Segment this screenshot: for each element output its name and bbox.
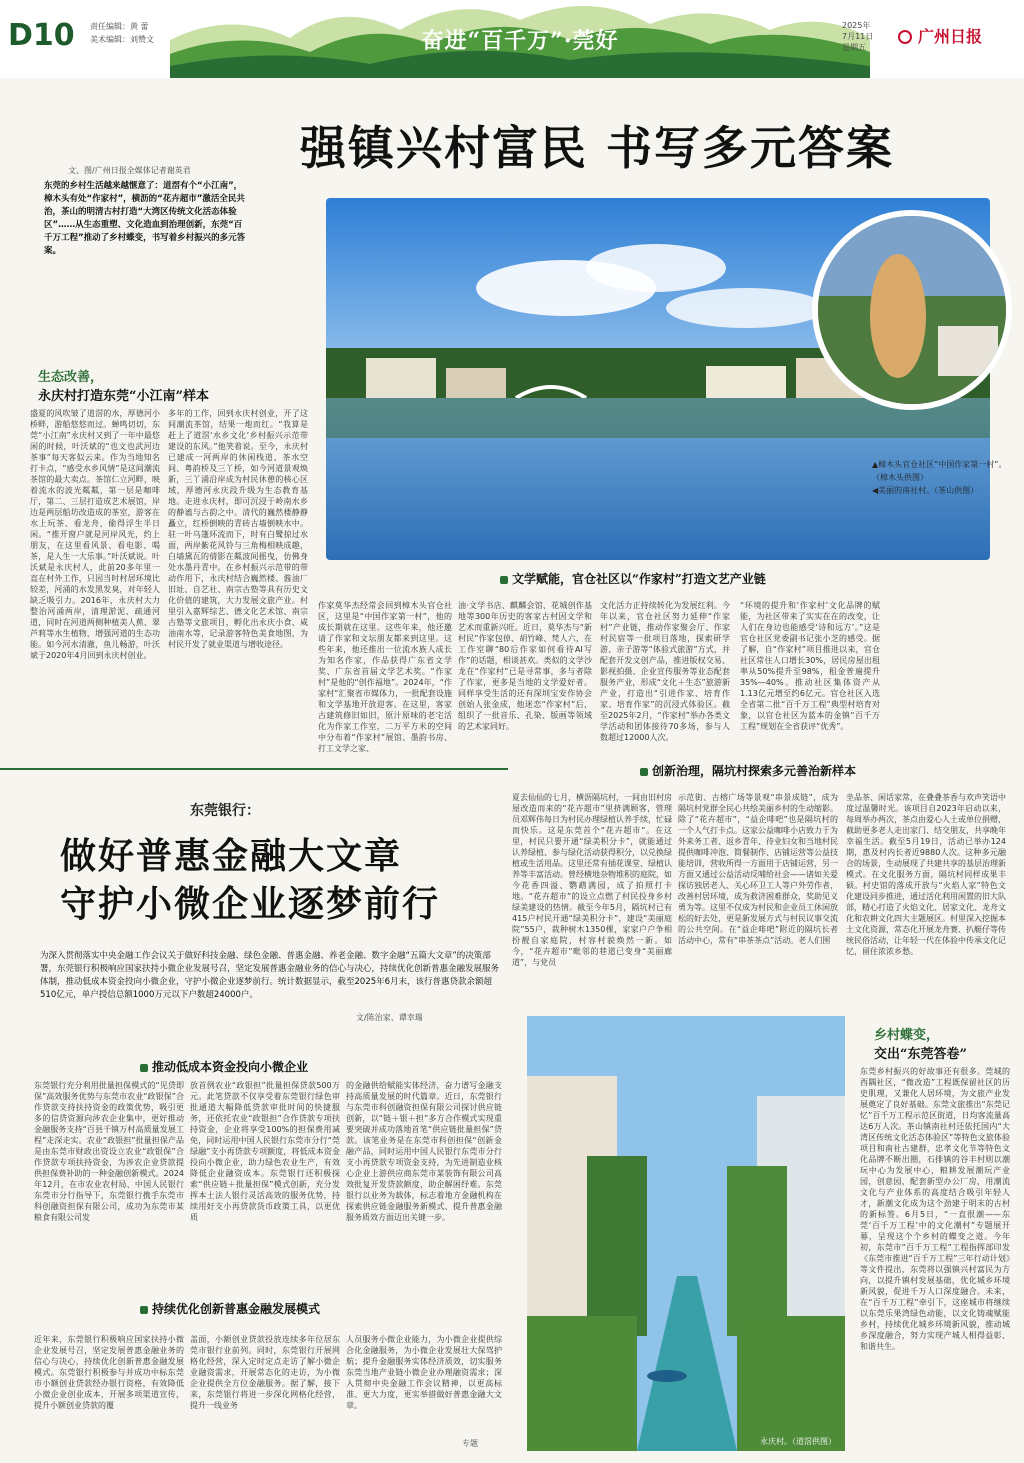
subhead-optimize-text: 持续优化创新普惠金融发展模式 xyxy=(152,1302,321,1316)
story-byline: 文、图/广州日报全媒体记者谢英君 xyxy=(68,166,191,175)
subhead-transformation-line2: 交出“东莞答卷” xyxy=(874,1047,967,1062)
bank-headline-1: 做好普惠金融大文章 xyxy=(60,835,403,877)
subhead-ecology-line2: 永庆村打造东莞“小江南”样本 xyxy=(38,389,209,404)
canal-photo xyxy=(527,1016,845,1451)
story-lede: 东莞的乡村生活越来越惬意了：道滘有个“小江南”，樟木头有处“作家村”，横沥的“花卉超市”激活全民共治，茶山的明清古村打造“大湾区传统文化活态体验区”……从生态重塑、文化造血到治理创新，东莞“百千万工程”推动了乡村蝶变，书写着乡村振兴的多元答案。 xyxy=(44,181,246,256)
subhead-transformation-line1: 乡村蝶变， xyxy=(874,1028,940,1043)
column-governance-3: 坐品茶、闲话家常，在叠叠茶香与欢声笑语中度过温馨时光。该项目自2023年启动以来，每周举办两次，茶点由爱心人士或单位捐赠，截助更多老人走出家门、结交朋友，共享晚年幸福生活。截至5月19日，活动已举办124期，惠及村内长者近9880人次。这种多元融合的场景，生动展现了共建共享的基层治理新模式。在文化服务方面，隔坑村同样成果丰硕。村史馆的落成开放与“火焰人家”特色文化建设同步推进，通过活化利用闲置的旧大队部，精心打造了火焰文化、居家文化、龙舟文化和农耕文化四大主题展区。村里深入挖掘本土文化资源，常态化开展龙舟赛、扒艇仔等传统民俗活动，让年轻一代在体验中传承文化记忆，留住浓浓乡愁。 xyxy=(846,793,1006,956)
art-editor-line: 美术编辑：刘赞文 xyxy=(90,35,154,44)
photo-captions xyxy=(872,458,1012,497)
subhead-governance xyxy=(640,762,940,779)
stone-monument-illustration xyxy=(818,216,1006,404)
column-writers-3: 文化活力正持续转化为发展红利。今年以来，官仓社区努力延伸“作家村”产业链，推动作家聚会厅、作家村民宿等一批项目落地，探索研学游、亲子游等“体验式旅游”方式，并配套开发文创产品，推进版权交易、影视拍摄、企业宣传服务等业态配套服务产业，形成“文化＋生态”旅游新产业，打造出“引进作家、培育作家、培育作家”的沉浸式体验区。截至2025年2月，“作家村”举办各类文学活动和团体接待70多场，参与人数超过12000人次。 xyxy=(600,601,730,742)
column-transformation: 东莞乡村振兴的好故事还有很多。莞城的西隅社区，“微改造”工程既保留社区的历史肌理，又兼化人居环境，为文旅产业发展奠定了良好基础。东莞文旅推出“东莞记忆”百千万工程示范区街道，日均客流量高达6万人次。茶山镇南社村还依托国内“大湾区传统文化活态体验区”等特色文旅体验项目和南社古建群，忠孝文化节等特色文化品牌不断出圈，石排镇的谷丰村则以潮玩中心为发展中心，粮耕发展潮玩产业园，创意园，配套新型办公厂房，用潮流文化与产业体系的高度结合吸引年轻人才，新潮文化成为这个劲建于明末的古村的新标签。6月5日，“一直很潮——东莞‘百千万工程’中的文化潮村”专题展开幕，呈现这个个乡村的蝶变之道。今年初，东莞市“百千万工程”工程指挥部印发《东莞市推进“百千万工程”三年行动计划》等文件提出，东莞将以强镇兴村富民为方向，以提升镇村发展基础，优化城乡环境新风貌，促进千万人口深度融合。未来，在“百千万工程”牵引下，这座城市将继续以东莞乐果湾绿色动能，以文化铸魂赋能乡村，持续优化城乡环境新风貌，推动城乡深度融合，努力实现产城人相得益彰、和谐共生。 xyxy=(860,1067,1010,1351)
stone-monument-photo xyxy=(812,210,1012,410)
bullet-icon xyxy=(140,1306,148,1314)
column-writers-2: 油·文学书店、麒麟会馆、花城创作基地等300年历史的客家古村因文学和艺术而重新兴旺。近日，莫华杰与“新村民”作家包倬、胡竹峰、梵人六，在工作室聊“80后作家如何看待AI写作”的话题，相谈甚欢。类似的文学沙龙在“作家村”已是寻常事，多与者除了作家，更多是当地的文学爱好者。同样享受生活的还有深圳宝安作协会创始人张金成，他迷恋“作家村”后，组织了一批音乐、孔染、版画等领域的艺术家同好。 xyxy=(458,601,592,731)
brand-logo-icon xyxy=(898,30,912,44)
canal-caption: 永庆村。（道滘供图） xyxy=(760,1437,836,1446)
bank-label: 东莞银行： xyxy=(190,803,260,819)
column-ecology-2: 多年的工作，回到永庆村创业，开了这间潮流茶馆，结果一炮而红。“我算是赶上了道滘‘水乡文化’乡村振兴示范带建设的东风。”他笑着说。至今，永庆村已建成一河两岸的休闲栈道、茶水空间、粤韵桥及三丫桥，如今河道景观焕新，三丫涌沿岸成为村民休憩的核心区域，厚德河永庆段升级为生态教育基地。走进永庆村，即可沉浸于岭南水乡的静谧与古韵之中。清代的巍然楼静静矗立，红桥倒映的青砖古墙倒映水中。驻一叶乌篷环流而下，时有白鹭掠过水面，两岸紫花风铃与三角梅相映成趣，白墙黛瓦的倩影在粼波间摇曳，仿佛身处水墨丹青中。在乡村振兴示范带的带动作用下，永庆村结合巍然楼、酱油厂旧址、自艺社、南宗古塾等具有历史文化价值的建筑，大力发展文旅产业。村里引入嘉辉综艺、德文化艺术馆、南宗古塾等文旅项目，孵化出永庆小食、咸油南水等，记录游客特色美食地图，为村民开发了就业渠道与增收途径。 xyxy=(168,409,308,649)
subhead-optimize-model xyxy=(140,1300,400,1317)
bank-column-3: 的金融供给赋能实体经济，奋力谱写金融支持高质量发展的时代篇章。近日，东莞银行与东莞市科创融资担保有限公司探讨供应链创新，以“链＋银＋担”多方合作模式实现重要突破并成功落地首笔“供应链批量担保”贷款。该笔业务是在东莞市科创担保“创新金融产品，同时运用中国人民银行东莞市分行支小再贷款专项资金支持，为先进制造业核心企业上游供应商东莞市某装饰有限公司高效批复开发贷款额度，助企解困纾难。东莞银行以业务为载体，标志着地方金融机构在探索供应链金融服务新模式、提升普惠金融服务质效方面迈出关键一步。 xyxy=(346,1081,502,1222)
page-number: D10 xyxy=(8,18,75,53)
issue-date xyxy=(842,20,902,53)
section-title: 奋进“百千万”·莞好 xyxy=(421,28,619,54)
bullet-icon xyxy=(140,1064,148,1072)
canal-illustration xyxy=(527,1016,845,1451)
editor-line: 责任编辑：黄 蕾 xyxy=(90,22,149,31)
subhead-low-cost-text: 推动低成本资金投向小微企业 xyxy=(152,1060,309,1074)
subhead-writers-village xyxy=(500,570,800,587)
date-weekday: 星期五 xyxy=(842,43,866,52)
brand-name: 广州日报 xyxy=(918,27,983,46)
date-day: 7月11日 xyxy=(842,32,874,41)
editor-credits xyxy=(90,20,170,46)
bank-column-4: 近年来，东莞银行积极响应国家扶持小微企业发展号召，坚定发展普惠金融业务的信心与决心，持续优化创新普惠金融发展模式。东莞银行积极参与并成功中标东莞市小额创业贷款经办银行资格，有效降低小微企业创业成本，开展多项渠道宣传，提升小额创业贷款的覆 xyxy=(34,1335,184,1410)
bank-column-5: 盖面，小额创业贷款投放连续多年位居东莞市银行业前列。同时，东莞银行开展网格化经营，深入定时定点走访了解小微企业融资需求，开展常态化的走访，为小微企业提供全方位金融服务。据了解，接下来，东莞银行将进一步深化网格化经营，提升一线业务 xyxy=(190,1335,340,1410)
subhead-ecology-line1: 生态改善， xyxy=(38,370,104,385)
feature-tag: 专题 xyxy=(462,1439,478,1448)
bank-column-2: 放首例农业“政银担”批量担保贷款500万元。此笔贷款不仅享受着东莞银行绿色审批通道大幅降低贷款审批时间的快捷服务，还依托农业“政银担”合作贷款专项扶持资金，企业将享受100%的担保费用减免，同时运用中国人民银行东莞市分行“莞绿融”支小再贷款专项额度，将低成本资金投向小微企业，助力绿色农业生产，有效降低企业融资成本。东莞银行还积极探索“供应链＋批量担保”模式创新，充分发挥本土法人银行灵活高效的服务优势，持续用好支小再贷款货币政策工具，以更优质 xyxy=(190,1081,340,1222)
subhead-transformation xyxy=(874,1024,1014,1062)
caption-monument: ▲樟木头官仓社区“中国作家第一村”。（樟木头供图） xyxy=(872,460,1007,482)
column-governance-1: 夏去仙仙的七月，横沥隔坑村，一间由旧村房屋改造而来的“花卉超市”里挤满顾客，管理员邓辉伟每日为村民办理绿植认养手续，忙碌而快乐。这是东莞首个“花卉超市”。在这里，村民只要开通“绿美积分卡”，就能通过认养绿植、参与绿化活动获得积分，以兑换绿植或生活用品。这里还常有插花课堂、绿植认养等丰富活动。曾经横地杂物堆积的庭院，如今花香四溢、鹦鹉满园，成了拍照打卡地。“花卉超市”的设立点燃了村民投身乡村绿美建设的热情。截至今年5月，隔坑村已有415户村民开通“绿美积分卡”，建设“美丽庭院”55户，栽种树木1350棵，家家户户争相扮靓自家庭院，村容村貌焕然一新。如今，“花卉超市”毗邻的巷道已变身“美丽廊道”，与党员 xyxy=(512,793,672,967)
caption-village: ◀美丽的南社村。（茶山供图） xyxy=(872,486,979,495)
story-divider xyxy=(0,768,508,770)
column-writers-4: “环境的提升和‘作家村’文化品牌的赋能，为社区带来了实实在在的改变，让人们在身边也能感受‘诗和远方’。”这是官仓社区党委副书记张小芝的感受。据了解，自“作家村”项目推进以来，官仓社区常住人口增长30%，居民房屋出租率从50%提升至98%，租金普遍提升35%—40%。推动社区集体资产从1.13亿元增至约6亿元。官仓社区入选全省第二批“百千万工程”典型村培育对象，以官仓社区为蓝本的金镇“百千万工程”规划在全省获评“优秀”。 xyxy=(740,601,880,731)
subhead-governance-text: 创新治理，隔坑村探索多元善治新样本 xyxy=(652,764,857,778)
bank-headline-2: 守护小微企业逐梦前行 xyxy=(60,883,441,925)
date-year: 2025年 xyxy=(842,21,871,30)
column-ecology-1: 盛夏的风吹皱了道滘的水，厚德河小桥畔，游船悠悠而过。蝉鸣切切，东莞“小江南”永庆村又到了一年中最悠闲的时候，叶沃斌的“也文也武河边茶事”每天客似云来。作为当地知名打卡点，“感受水乡风情”是这间潮流茶馆的最大卖点。茶馆仁立河畔，映着流水的波光粼粼，第一层是咖啡厅，第二、三层打造成艺术展馆，岸边是两层船坊改造成的茶室，游客在水上玩茶、看龙舟，偷得浮生半日闲。“推开窗户就是河岸风光，约上朋友，在这里看风景、看电影、喝茶，是人生一大乐事。”叶沃斌说。叶沃斌是永庆村人，此前20多年里一直在村外工作，只因当时村居环境比较差，河涌的水发黑发臭，对年轻人缺乏吸引力。2016年，永庆村大力整治河涌两岸，清理淤泥、疏通河道，同时在河道两侧种植美人蕉、翠芦莉等水生植物，增强河道的生态功能。如今河水清澈，鱼儿畅游，叶沃斌于2020年4月回到永庆村创业。 xyxy=(30,409,160,660)
bank-column-6: 人员服务小微企业能力，为小微企业提供综合化金融服务，为小微企业发展壮大保驾护航；提升金融服务实体经济质效，切实服务东莞当地产业链小微企业办理融资需求；深入贯彻中央金融工作会议精神，以更高标准、更大力度，更实举措做好普惠金融大文章。 xyxy=(346,1335,502,1410)
bullet-icon xyxy=(500,576,508,584)
main-headline: 强镇兴村富民 书写多元答案 xyxy=(300,121,895,175)
subhead-writers-text: 文学赋能，官仓社区以“作家村”打造文艺产业链 xyxy=(512,572,766,586)
subhead-low-cost-funds xyxy=(140,1058,400,1075)
subhead-ecology xyxy=(38,366,298,404)
column-governance-2: 示范街、古榕广场等景观“串景成链”，成为隔坑村党群全民心共绘美丽乡村的生动缩影。除了“花卉超市”，“益企啡吧”也是隔坑村的一个人气打卡点。这家公益咖啡小店致力于为外来务工者、返乡青年、待业妇女和当地村民提供咖啡冲泡、简餐制作、店铺运营等公益技能培训，营收所得一方面用于店铺运营，另一方面又通过公益活动反哺给社会——诸如关爱探访独居老人、关心环卫工人等户外劳作者，改善村居环境，成为救济困难群众，奖助见义勇为等。这里不仅成为村民和企业员工休闲放松的好去处，更是新发展方式与村民议事交流的公共空间。在“益企啡吧”附近的隔坑长者活动中心，常有“串茶茶点”活动。老人们围 xyxy=(678,793,838,945)
bullet-icon xyxy=(640,768,648,776)
bank-intro: 为深入贯彻落实中央金融工作会议关于做好科技金融、绿色金融、普惠金融、养老金融、数字金融“五篇大文章”的决策部署，东莞银行积极响应国家扶持小微企业发展号召，坚定发展普惠金融业务的信心与决心，持续优化创新普惠金融发展服务体制，推动低成本资金投向小微企业，守护小微企业逐梦前行。统计数据显示，截至2025年6月末，该行普惠贷款余额超510亿元，单户授信总额1000万元以下户数超24000户。 xyxy=(40,951,500,1000)
bank-byline: 文/陈治家、谭幸瑞 xyxy=(356,1013,423,1022)
column-writers-1: 作家莫华杰经常会回到樟木头官仓社区，这里是“中国作家第一村”，他的成长期就在这里。这些年来，他还邀请了作家和文坛朋友都来到这里。这些年来，他还推出一位流水族人成长为知名作家，作品获得广东省文学奖、广东省首届文学艺术奖。“作家村”是他的“创作福地”。2024年，“作家村”汇聚省市媒体力，一批配套设施和文学基地开放迎客。在这里，客家古建筑修旧如旧，原汁原味的老宅活化为作家工作室，二万平方米的空间中分布着“作家村”展馆、墨韵书房、打工文学之家、 xyxy=(318,601,452,753)
bank-column-1: 东莞银行充分利用批量担保模式的“见贷即保”高效服务优势与东莞市农业“政银保”合作贷款支持扶持资金的政策优势，吸引更多的信贷资源向涉农企业集中，更好推动金融服务支持“百县千镇万村高质量发展工程”走深走实。农业“政银担”批量担保产品是由东莞市财政出资设立农业“政银保”合作贷款专项扶持资金，为涉农企业贷款提供担保费补助的一种金融创新模式。2024年12月，在市农业农村局、中国人民银行东莞市分行指导下，东莞银行携手东莞市科创融资担保有限公司，成功为东莞市某粮食有限公司发 xyxy=(34,1081,184,1222)
